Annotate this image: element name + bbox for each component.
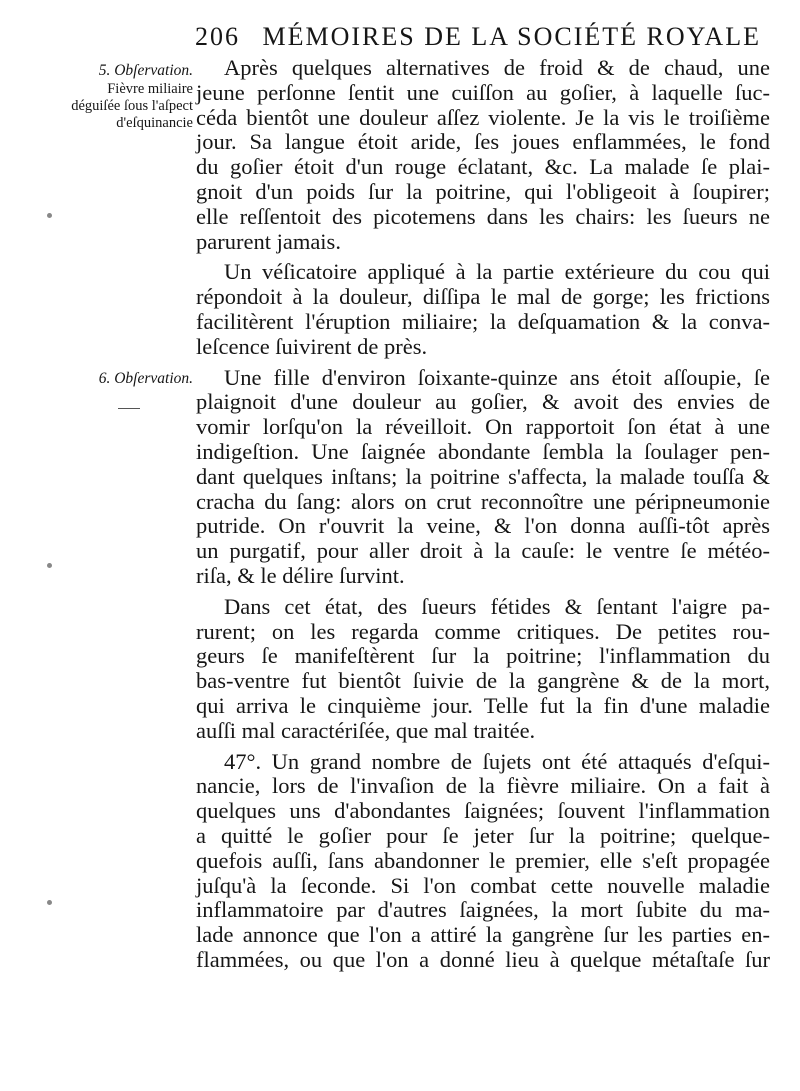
text-line: parurent jamais. [196,228,341,254]
text-line: nancie, lors de l'invaſion de la fièvre miliaire. On a fait à [196,773,770,799]
text-line: cracha du ſang: alors on crut reconnoître une péripneumonie [196,488,770,514]
text-line: du goſier étoit d'un rouge éclatant, &c. La malade ſe plai- [196,154,770,180]
text-line: un purgatif, pour aller droit à la cauſe: le ventre ſe météo- [196,538,770,564]
margin-note-observation-5 [58,62,193,132]
margin-note-text: Fièvre miliaire déguiſée ſous l'aſpect d'eſquinancie [71,81,193,131]
text-line: a quitté le goſier pour ſe jeter ſur la poitrine; quelque- [196,822,770,848]
text-line: gnoit d'un poids ſur la poitrine, qui l'obligeoit à ſoupirer; [196,178,770,204]
margin-note-label: 6. Obſervation. [98,370,193,387]
margin-dash [118,408,140,409]
text-line: riſa, & le délire ſurvint. [196,562,405,588]
paragraph [196,56,770,254]
paragraph [196,260,770,359]
text-line: 47°. Un grand nombre de ſujets ont été attaqués d'eſqui- [224,748,770,774]
text-line: jour. Sa langue étoit aride, ſes joues enflammées, le fond [196,129,770,155]
text-line: quefois auſſi, ſans abandonner le premier, elle s'eſt propagée [196,847,770,873]
text-line: plaignoit d'une douleur au goſier, & avoit des envies de [196,389,770,415]
text-line: rurent; on les regarda comme critiques. De petites rou- [196,618,770,644]
body-text [196,56,770,973]
text-line: inflammatoire par d'autres ſaignées, la mort ſubite du ma- [196,897,770,923]
text-line: flammées, ou que l'on a donné lieu à quelque métaſtaſe ſur [196,946,770,972]
paragraph [196,595,770,744]
text-line: dant quelques inſtans; la poitrine s'affecta, la malade touſſa & [196,463,770,489]
paragraph [196,366,770,589]
text-line: juſqu'à la ſeconde. Si l'on combat cette nouvelle maladie [196,872,770,898]
running-title: MÉMOIRES DE LA SOCIÉTÉ ROYALE [262,22,762,51]
text-line: geurs ſe manifeſtèrent ſur la poitrine; l'inflammation du [196,643,770,669]
text-line: lade annonce que l'on a attiré la gangrène ſur les parties en- [196,922,770,948]
text-line: vomir lorſqu'on la réveilloit. On rapportoit ſon état à une [196,414,770,440]
text-line: indigeſtion. Une ſaignée abondante ſembla la ſoulager pen- [196,438,770,464]
text-line: Une fille d'environ ſoixante-quinze ans étoit aſſoupie, ſe [224,364,770,390]
margin-note-label: 5. Obſervation. [98,62,193,79]
paper-speck [47,563,52,568]
text-line: bas-ventre fut bientôt ſuivie de la gangrène & de la mort, [196,668,770,694]
text-line: Après quelques alternatives de froid & de chaud, une [224,55,770,80]
paragraph [196,750,770,973]
text-line: leſcence ſuivirent de près. [196,333,428,359]
text-line: elle reſſentoit des picotemens dans les chairs: les ſueurs ne [196,203,770,229]
text-line: céda bientôt une douleur aſſez violente. Je la vis le troiſième [196,104,770,130]
page-number: 206 [195,22,240,51]
paper-speck [47,900,52,905]
text-line: jeune perſonne ſentit une cuiſſon au goſier, à laquelle ſuc- [196,79,770,105]
running-head [195,22,795,52]
text-line: facilitèrent l'éruption miliaire; la deſquamation & la conva- [196,308,770,334]
text-line: auſſi mal caractériſée, que mal traitée. [196,717,536,743]
margin-note-observation-6 [58,370,193,389]
text-line: qui arriva le cinquième jour. Telle fut la fin d'une maladie [196,692,770,718]
text-line: quelques uns d'abondantes ſaignées; ſouvent l'inflammation [196,798,770,824]
paper-speck [47,213,52,218]
text-line: répondoit à la douleur, diſſipa le mal de gorge; les frictions [196,284,770,310]
text-line: putride. On r'ouvrit la veine, & l'on donna auſſi-tôt après [196,513,770,539]
text-line: Un véſicatoire appliqué à la partie extérieure du cou qui [224,259,770,285]
text-line: Dans cet état, des ſueurs fétides & ſentant l'aigre pa- [224,593,770,619]
